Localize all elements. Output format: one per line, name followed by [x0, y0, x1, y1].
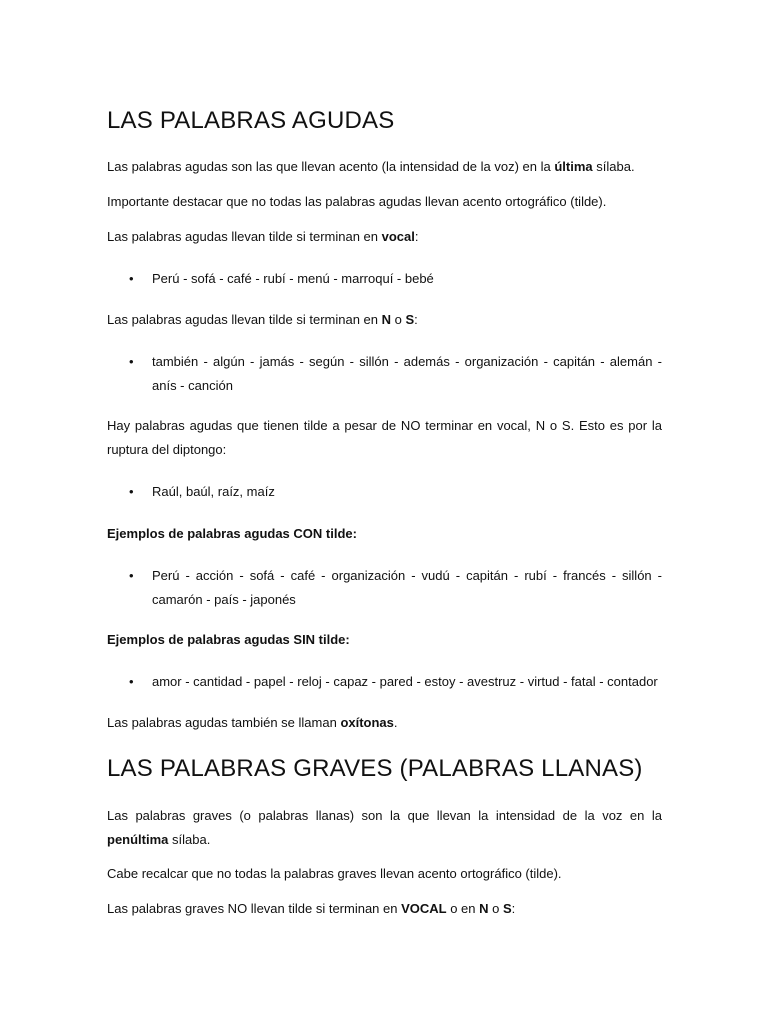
text-segment: sílaba. [168, 832, 211, 847]
paragraph-agudas-rule-ns [107, 308, 662, 332]
bold-text: última [554, 159, 593, 174]
bold-text: S [405, 312, 415, 327]
bold-text: oxítonas [340, 715, 394, 730]
heading-palabras-graves: LAS PALABRAS GRAVES (PALABRAS LLANAS) [107, 755, 643, 782]
text-segment: : [414, 229, 419, 244]
bold-text: Ejemplos de palabras agudas CON tilde: [107, 526, 357, 541]
bold-text: penúltima [107, 832, 169, 847]
text-segment: Las palabras agudas también se llaman [107, 715, 341, 730]
text-segment: sílaba. [592, 159, 635, 174]
subheading-sin-tilde [107, 628, 662, 652]
text-segment: . [393, 715, 398, 730]
list-item-text: Perú - sofá - café - rubí - menú - marroquí - bebé [152, 271, 434, 286]
paragraph-agudas-diptongo: Hay palabras agudas que tienen tilde a pesar de NO terminar en vocal, N o S. Esto es por la ruptura del diptongo: [107, 418, 662, 457]
paragraph-graves-note: Cabe recalcar que no todas la palabras graves llevan acento ortográfico (tilde). [107, 866, 562, 881]
bold-text: Ejemplos de palabras agudas SIN tilde: [107, 632, 350, 647]
paragraph-graves-rule [107, 897, 662, 921]
paragraph-oxitonas [107, 711, 662, 735]
text-segment: Las palabras agudas son las que llevan acento (la intensidad de la voz) en la [107, 159, 555, 174]
text-segment: Las palabras agudas llevan tilde si terminan en [107, 312, 382, 327]
heading-palabras-agudas: LAS PALABRAS AGUDAS [107, 107, 395, 134]
bold-text: VOCAL [401, 901, 447, 916]
bullet-icon: • [129, 271, 134, 286]
subheading-con-tilde [107, 522, 662, 546]
text-segment: : [414, 312, 418, 327]
text-segment: o [391, 312, 406, 327]
paragraph-graves-definition [107, 804, 662, 852]
text-segment: o [488, 901, 503, 916]
list-item-text: Perú - acción - sofá - café - organización - vudú - capitán - rubí - francés - sillón - camarón - país - japonés [152, 568, 662, 607]
paragraph-agudas-rule-vocal [107, 225, 662, 249]
list-item-text: también - algún - jamás - según - sillón - además - organización - capitán - alemán - anís - canción [152, 354, 662, 393]
text-segment: Las palabras graves (o palabras llanas) son la que llevan la intensidad de la voz en la [107, 808, 662, 823]
bullet-icon: • [129, 354, 134, 369]
bullet-icon: • [129, 674, 134, 689]
bold-text: vocal [381, 229, 415, 244]
bold-text: N [381, 312, 392, 327]
paragraph-agudas-definition [107, 155, 662, 179]
list-item-text: amor - cantidad - papel - reloj - capaz - pared - estoy - avestruz - virtud - fatal - contador [152, 674, 658, 689]
text-segment: Las palabras graves NO llevan tilde si terminan en [107, 901, 402, 916]
bullet-icon: • [129, 484, 134, 499]
list-item-text: Raúl, baúl, raíz, maíz [152, 484, 275, 499]
text-segment: : [511, 901, 516, 916]
bold-text: S [502, 901, 512, 916]
text-segment: Las palabras agudas llevan tilde si terminan en [107, 229, 382, 244]
bold-text: N [479, 901, 489, 916]
paragraph-agudas-note: Importante destacar que no todas las palabras agudas llevan acento ortográfico (tilde). [107, 194, 607, 209]
text-segment: o en [446, 901, 480, 916]
bullet-icon: • [129, 568, 134, 583]
